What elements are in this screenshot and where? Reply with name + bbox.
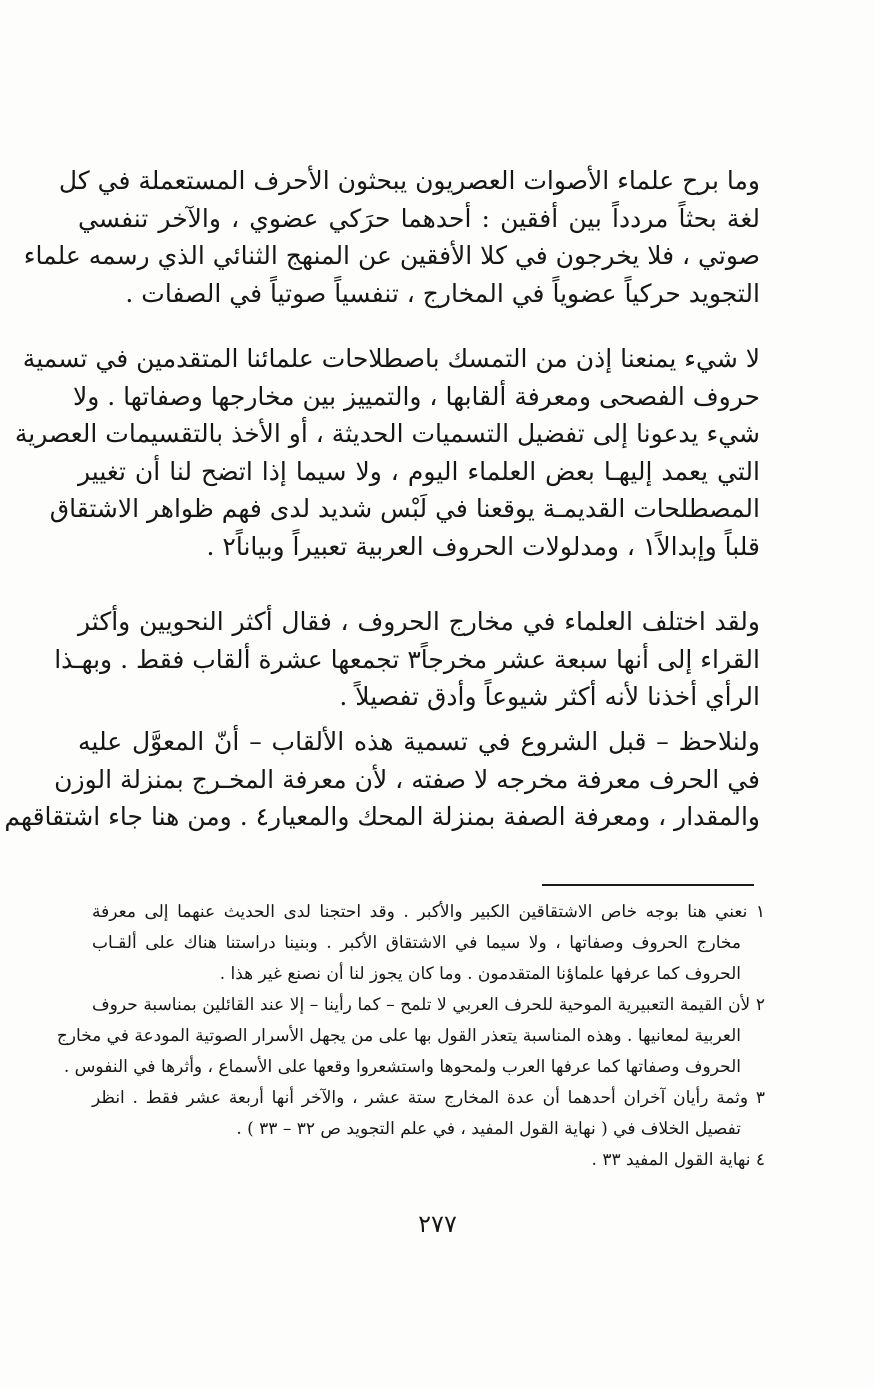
- text-line: وما برح علماء الأصوات العصريون يبحثون الأحرف المستعملة في كل: [58, 166, 760, 195]
- paragraph-1: [23, 162, 760, 312]
- footnote-line: تفصيل الخلاف في ( نهاية القول المفيد ، في علم التجويد ص ٣٢ – ٣٣ ) .: [236, 1119, 741, 1139]
- text-line: لا شيء يمنعنا إذن من التمسك باصطلاحات علمائنا المتقدمين في تسمية: [22, 344, 760, 373]
- footnote-line: مخارج الحروف وصفاتها ، ولا سيما في الاشتقاق الأكبر . وبنينا دراستنا هناك على ألقـاب: [92, 933, 741, 953]
- text-line: ولنلاحظ – قبل الشروع في تسمية هذه الألقاب – أنّ المعوَّل عليه: [78, 727, 760, 756]
- footnote-line: الحروف كما عرفها علماؤنا المتقدمون . وما كان يجوز لنا أن نصنع غير هذا .: [219, 964, 741, 984]
- footnote-3: ٣ وثمة رأيان آخران أحدهما أن عدة المخارج ستة عشر ، والآخر أنها أربعة عشر فقط . انظر: [92, 1088, 765, 1108]
- paragraph-3: [54, 603, 760, 716]
- footnote-line: العربية لمعانيها . وهذه المناسبة يتعذر القول بها على من يجهل الأسرار الصوتية المودعة في مخارج: [56, 1026, 741, 1046]
- footnote-2: ٢ لأن القيمة التعبيرية الموحية للحرف العربي لا تلمح – كما رأينا – إلا عند القائلين بمناسبة حروف: [92, 995, 765, 1015]
- text-line: الرأي أخذنا لأنه أكثر شيوعاً وأدق تفصيلاً .: [339, 682, 760, 711]
- paragraph-2: [14, 340, 760, 565]
- footnote-4: ٤ نهاية القول المفيد ٣٣ .: [591, 1150, 765, 1170]
- text-line: في الحرف معرفة مخرجه لا صفته ، لأن معرفة المخـرج بمنزلة الوزن: [54, 764, 760, 794]
- text-line: المصطلحات القديمـة يوقعنا في لَبْس شديد لدى فهم ظواهر الاشتقاق: [49, 494, 760, 523]
- text-line: شيء يدعونا إلى تفضيل التسميات الحديثة ، أو الأخذ بالتقسيمات العصرية: [14, 419, 760, 448]
- page-number: ٢٧٧: [418, 1210, 457, 1238]
- footnote-1: ١ نعني هنا بوجه خاص الاشتقاقين الكبير والأكبر . وقد احتجنا لدى الحديث عنهما إلى معرفة: [92, 902, 765, 922]
- text-line: القراء إلى أنها سبعة عشر مخرجاً٣ تجمعها عشرة ألقاب فقط . وبهـذا: [54, 644, 760, 674]
- paragraph-4: [4, 723, 760, 836]
- text-line: صوتي ، فلا يخرجون في كلا الأفقين عن المنهج الثنائي الذي رسمه علماء: [23, 241, 760, 270]
- text-line: حروف الفصحى ومعرفة ألقابها ، والتمييز بين مخارجها وصفاتها . ولا: [72, 381, 760, 411]
- footnote-separator: [542, 884, 754, 886]
- text-line: لغة بحثاً مردداً بين أفقين : أحدهما حرَكي عضوي ، والآخر تنفسي: [78, 203, 760, 233]
- footnote-line: الحروف وصفاتها كما عرفها العرب ولمحوها واستشعروا وقعها على الأسماع ، وأثرها في النفوس .: [63, 1057, 741, 1077]
- text-line: ولقد اختلف العلماء في مخارج الحروف ، فقال أكثر النحويين وأكثر: [78, 607, 760, 636]
- text-line: التجويد حركياً عضوياً في المخارج ، تنفسياً صوتياً في الصفات .: [125, 278, 760, 308]
- text-line: والمقدار ، ومعرفة الصفة بمنزلة المحك والمعيار٤ . ومن هنا جاء اشتقاقهم: [4, 802, 760, 831]
- footnotes: [56, 897, 765, 1176]
- text-line: التي يعمد إليهـا بعض العلماء اليوم ، ولا سيما إذا اتضح لنا أن تغيير: [78, 456, 760, 486]
- text-line: قلباً وإبدالاً١ ، ومدلولات الحروف العربية تعبيراً وبياناً٢ .: [206, 531, 760, 561]
